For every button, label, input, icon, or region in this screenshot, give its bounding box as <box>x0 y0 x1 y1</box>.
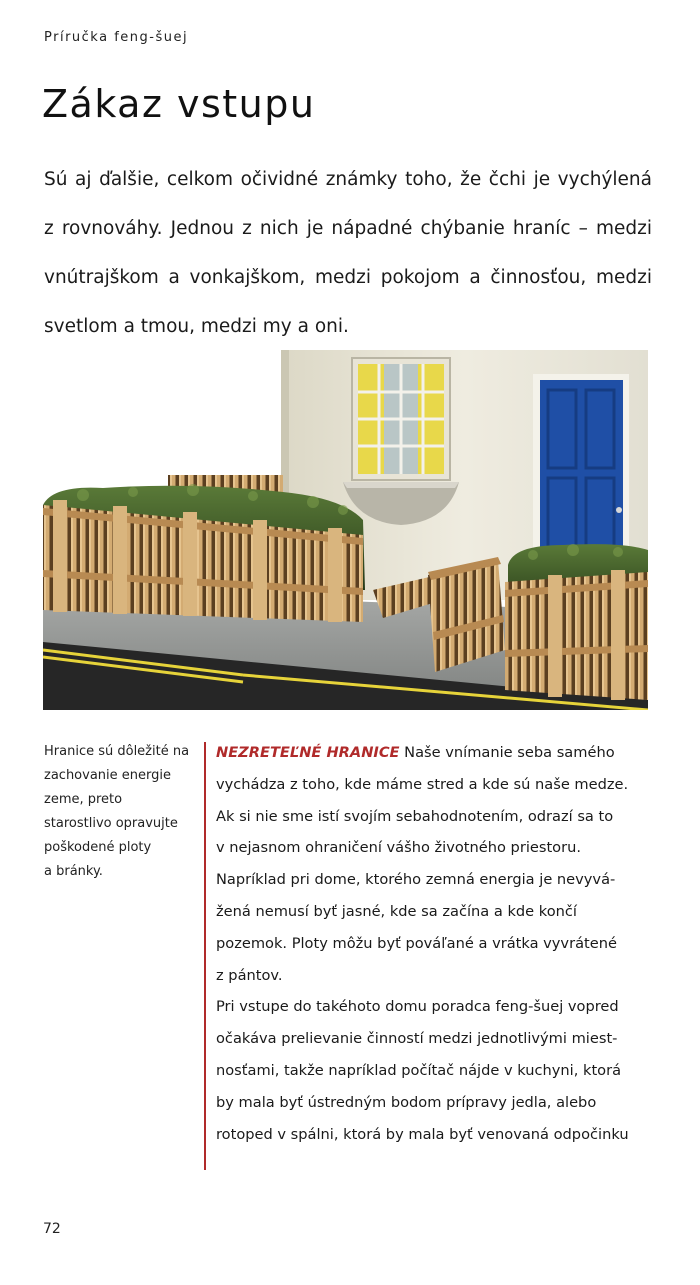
body-line: z pántov. <box>216 966 283 984</box>
window <box>343 358 459 525</box>
right-fence <box>505 570 648 700</box>
body-first-line-rest: Naše vnímanie seba samého <box>399 744 615 761</box>
body-line: vychádza z toho, kde máme stred a kde sú naše medze. <box>216 775 629 793</box>
blue-door <box>533 374 629 570</box>
body-line: Napríklad pri dome, ktorého zemná energia je nevyvá- <box>216 871 616 889</box>
page-number: 72 <box>43 1221 61 1237</box>
image-caption <box>44 740 194 884</box>
illustration-graphic <box>43 350 648 710</box>
body-line: Pri vstupe do takéhoto domu poradca feng-šuej vopred <box>216 998 619 1016</box>
body-first-line <box>216 737 636 769</box>
caption-line: a bránky. <box>44 864 103 879</box>
body-line: očakáva prelievanie činností medzi jednotlivými miest- <box>216 1030 618 1048</box>
caption-line: zachovanie energie <box>44 768 171 783</box>
body-line: pozemok. Ploty môžu byť pováľané a vrátka vyvrátené <box>216 934 617 952</box>
intro-line: svetlom a tmou, medzi my a oni. <box>44 316 349 337</box>
body-line: v nejasnom ohraničení vášho životného priestoru. <box>216 839 581 857</box>
body-line: žená nemusí byť jasné, kde sa začína a kde končí <box>216 902 577 920</box>
body-text <box>216 737 636 1150</box>
intro-line: Sú aj ďalšie, celkom očividné známky toho, že čchi je vychýlená <box>44 169 652 190</box>
house-fence-illustration <box>43 350 648 710</box>
intro-line: z rovnováhy. Jednou z nich je nápadné chýbanie hraníc – medzi <box>44 218 652 239</box>
column-rule <box>204 742 206 1170</box>
section-lead-in: NEZRETEĽNÉ HRANICE <box>216 744 400 761</box>
caption-line: starostlivo opravujte <box>44 816 178 831</box>
intro-line: vnútrajškom a vonkajškom, medzi pokojom a činnosťou, medzi <box>44 267 652 288</box>
caption-line: Hranice sú dôležité na <box>44 744 190 759</box>
body-line: rotoped v spálni, ktorá by mala byť venovaná odpočinku <box>216 1125 629 1143</box>
page-title: Zákaz vstupu <box>42 82 316 126</box>
caption-line: poškodené ploty <box>44 840 152 855</box>
body-line: nosťami, takže napríklad počítač nájde v kuchyni, ktorá <box>216 1061 622 1079</box>
intro-paragraph <box>44 155 652 351</box>
caption-line: zeme, preto <box>44 792 123 807</box>
body-line: by mala byť ústredným bodom prípravy jedla, alebo <box>216 1093 597 1111</box>
body-line: Ak si nie sme istí svojím sebahodnotením, odrazí sa to <box>216 807 614 825</box>
running-head: Príručka feng-šuej <box>44 30 189 45</box>
